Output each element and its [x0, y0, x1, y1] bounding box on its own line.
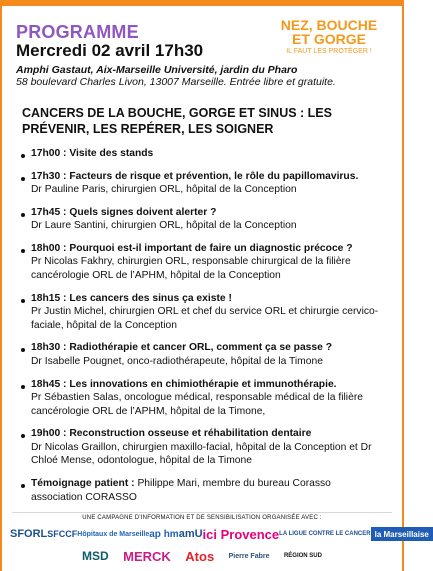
merck-logo: MERCK — [123, 548, 171, 564]
bullet-icon — [21, 177, 25, 181]
program-list — [21, 147, 384, 513]
bullet-icon — [21, 299, 25, 303]
program-people: Dr Pauline Paris, chirurgien ORL, hôpital de la Conception — [31, 184, 297, 196]
sforl-logo: SFORL — [10, 528, 48, 540]
programme-title: PROGRAMME — [16, 22, 139, 42]
bullet-icon — [21, 249, 25, 253]
event-logo-line2: ET GORGE — [292, 31, 366, 47]
program-title: 17h00 : Visite des stands — [31, 148, 154, 159]
atos-logo: Atos — [185, 548, 215, 564]
region-sud-logo: RÉGION SUD — [283, 553, 322, 559]
program-title: 19h00 : Reconstruction osseuse et réhabilitation dentaire — [31, 428, 312, 440]
program-item — [21, 341, 384, 368]
subject-line1: CANCERS DE LA BOUCHE, GORGE ET SINUS : LES — [22, 106, 332, 120]
la-marseillaise-logo: la Marseillaise — [371, 527, 433, 541]
bullet-icon — [21, 484, 25, 488]
program-people: Dr Isabelle Pougnet, onco-radiothérapeute, hôpital de la Timone — [31, 355, 323, 367]
subject-line2: PRÉVENIR, LES REPÉRER, LES SOIGNER — [22, 121, 274, 136]
subject-heading — [22, 106, 384, 137]
program-item — [21, 292, 384, 333]
event-logo-line3: IL FAUT LES PROTÉGER ! — [286, 48, 372, 55]
bullet-icon — [21, 213, 25, 217]
top-band — [2, 0, 402, 6]
pierre-fabre-logo: Pierre Fabre — [228, 552, 270, 560]
program-people: Dr Laure Santini, chirurgien ORL, hôpital de la Conception — [31, 220, 297, 232]
program-item — [21, 378, 384, 419]
program-title: 18h00 : Pourquoi est-il important de faire un diagnostic précoce ? — [31, 242, 353, 254]
program-title: 18h45 : Les innovations en chimiothérapie et immunothérapie. — [31, 378, 337, 390]
program-people: Pr Sébastien Salas, oncologue médical, responsable médical de la filière cancérologie ORL de l’APHM, hôpital de la Timone, — [31, 392, 363, 417]
bullet-icon — [21, 348, 25, 352]
event-logo — [270, 18, 388, 56]
bullet-icon — [21, 385, 25, 389]
program-title: 17h45 : Quels signes doivent alerter ? — [31, 206, 217, 218]
program-item — [21, 477, 384, 504]
program-people: Philippe Mari, membre du bureau Corasso association CORASSO — [31, 477, 331, 503]
program-item — [21, 427, 384, 468]
program-item — [21, 242, 384, 283]
venue-bold: Amphi Gastaut, Aix-Marseille Université, jardin du Pharo — [16, 64, 298, 76]
venue-rest: 58 boulevard Charles Livon, 13007 Marseille. Entrée libre et gratuite. — [16, 76, 336, 88]
program-item — [21, 147, 384, 161]
ici-provence-logo: ici Provence — [202, 526, 280, 542]
event-date: Mercredi 02 avril 17h30 — [16, 41, 204, 60]
program-title: 18h30 : Radiothérapie et cancer ORL, comment ça se passe ? — [31, 342, 333, 354]
ligue-contre-cancer-logo: LA LIGUE CONTRE LE CANCER — [279, 531, 371, 537]
bullet-icon — [21, 154, 25, 158]
program-item — [21, 206, 384, 233]
msd-logo: MSD — [82, 549, 109, 563]
event-logo-line1: NEZ, BOUCHE — [280, 17, 378, 33]
venue — [16, 64, 388, 88]
logos-row-1 — [10, 525, 429, 543]
hopitaux-marseille-logo: Hôpitaux de Marseille — [77, 530, 150, 538]
program-title: Témoignage patient : — [31, 477, 135, 489]
bullet-icon — [21, 434, 25, 438]
aphm-logo: ap hm — [149, 528, 179, 540]
program-item — [21, 170, 384, 197]
program-people: Dr Nicolas Graillon, chirurgien maxillo-facial, hôpital de la Conception et Dr Chloé Mense, odontologue, hôpital de la Timone — [31, 441, 372, 467]
program-title: 18h15 : Les cancers des sinus ça existe ! — [31, 292, 232, 304]
program-title: 17h30 : Facteurs de risque et prévention, le rôle du papillomavirus. — [31, 170, 359, 182]
program-people: Pr Nicolas Fakhry, chirurgien ORL, responsable chirurgical de la filière cancérologie ORL de l’APHM, hôpital de la Conception — [31, 256, 351, 282]
logos-row-2 — [82, 547, 322, 565]
sfccf-logo: SFCCF — [47, 529, 78, 539]
amu-logo: amU — [178, 528, 203, 540]
program-people: Pr Justin Michel, chirurgien ORL et chef du service ORL et chirurgie cervico-faciale, hôpital de la Conception — [31, 306, 379, 331]
footer-divider — [12, 512, 392, 513]
campaign-line: UNE CAMPAGNE D’INFORMATION ET DE SENSIBILISATION ORGANISÉE AVEC : — [82, 515, 322, 521]
